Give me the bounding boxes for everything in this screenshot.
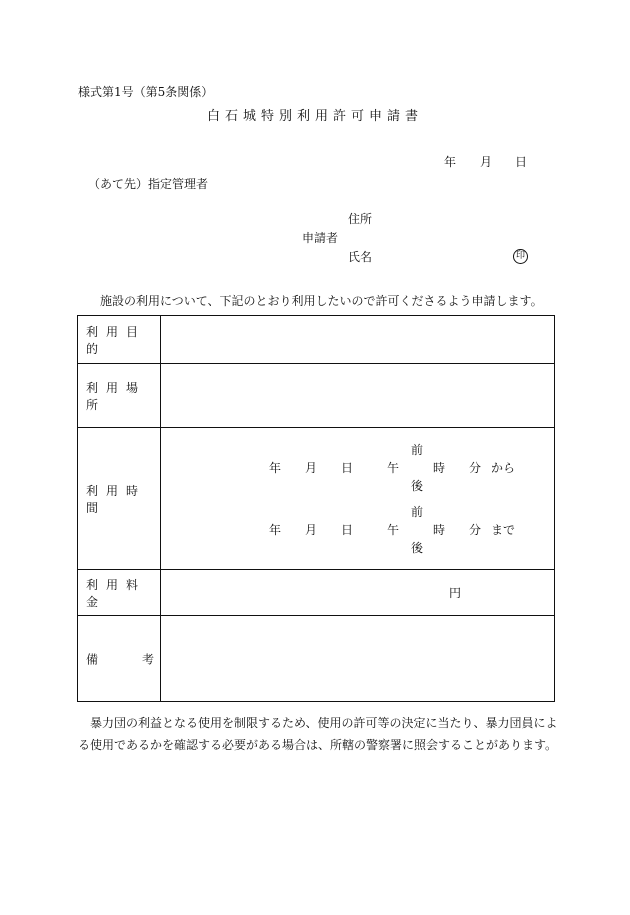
seal-mark: 印 [513, 249, 528, 264]
purpose-field[interactable] [161, 316, 555, 364]
time-row [78, 428, 555, 570]
remarks-label-cell [78, 616, 161, 702]
remarks-field[interactable] [161, 616, 555, 702]
name-label: 氏名 [348, 250, 373, 264]
to-after: 後 [411, 541, 424, 555]
to-am: 前 [411, 505, 424, 519]
address-label: 住所 [348, 212, 373, 226]
fee-label: 利用料金 [86, 577, 147, 609]
application-table [77, 315, 555, 702]
date-day-label: 日 [515, 155, 528, 169]
to-day: 日 [341, 523, 354, 537]
from-am: 前 [411, 443, 424, 457]
to-tail: まで [491, 523, 516, 537]
addressee: （あて先）指定管理者 [88, 177, 209, 191]
fee-label-cell [78, 570, 161, 616]
from-minute: 分 [469, 461, 482, 475]
notice-text: 暴力団の利益となる使用を制限するため、使用の許可等の決定に当たり、暴力団員による使用であるかを確認する必要がある場合は、所轄の警察署に照会することがあります。 [78, 716, 558, 752]
remarks-label-second: 考 [141, 652, 154, 666]
purpose-row [78, 316, 555, 364]
time-label-cell [78, 428, 161, 570]
date-year-label: 年 [444, 155, 457, 169]
place-label-cell [78, 364, 161, 428]
to-noon: 午 [387, 523, 400, 537]
from-day: 日 [341, 461, 354, 475]
from-year: 年 [269, 461, 282, 475]
time-field[interactable] [161, 428, 555, 570]
to-year: 年 [269, 523, 282, 537]
remarks-label-first: 備 [86, 652, 99, 666]
to-month: 月 [305, 523, 318, 537]
remarks-label [86, 650, 154, 667]
purpose-label-cell [78, 316, 161, 364]
request-text: 施設の利用について、下記のとおり利用したいので許可くださるよう申請します。 [100, 294, 543, 308]
to-minute: 分 [469, 523, 482, 537]
place-row [78, 364, 555, 428]
page-title: 白石城特別利用許可申請書 [206, 109, 423, 124]
purpose-label: 利用目的 [86, 324, 147, 356]
fee-field[interactable] [161, 570, 555, 616]
fee-row [78, 570, 555, 616]
time-label: 利用時間 [86, 483, 147, 515]
from-noon: 午 [387, 461, 400, 475]
place-field[interactable] [161, 364, 555, 428]
date-month-label: 月 [480, 155, 493, 169]
from-month: 月 [305, 461, 318, 475]
from-tail: から [491, 461, 516, 475]
remarks-row [78, 616, 555, 702]
from-hour: 時 [433, 461, 446, 475]
fee-unit: 円 [449, 585, 462, 600]
form-number: 様式第1号（第5条関係） [78, 85, 214, 99]
to-hour: 時 [433, 523, 446, 537]
from-after: 後 [411, 479, 424, 493]
applicant-label: 申請者 [302, 231, 339, 245]
place-label: 利用場所 [86, 380, 147, 412]
